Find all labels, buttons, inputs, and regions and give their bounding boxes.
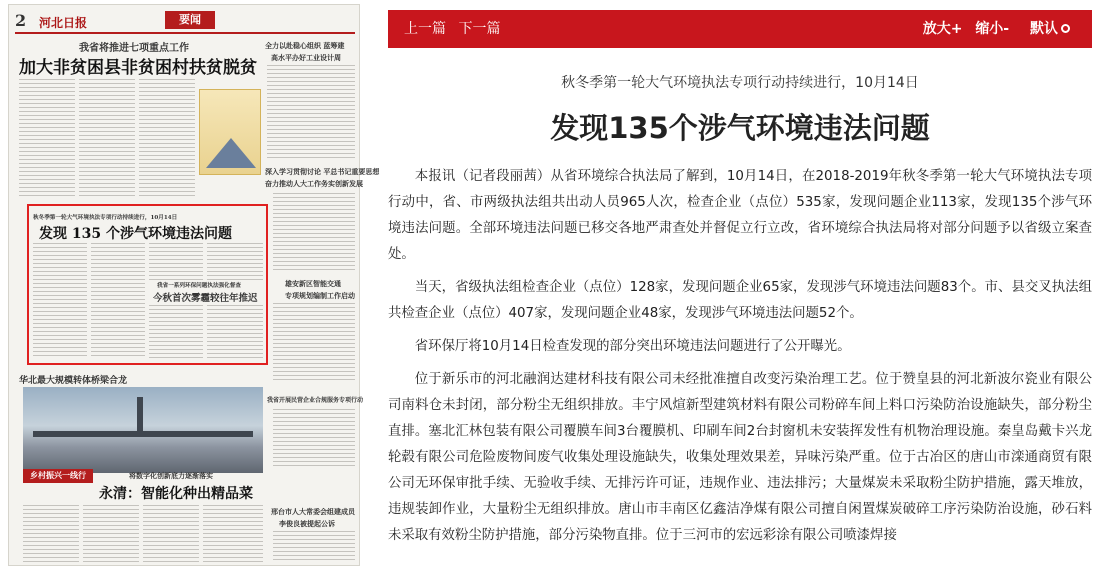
- side-headline: 专项规划编制工作启动: [285, 291, 355, 300]
- box-kicker: 秋冬季第一轮大气环境执法专项行动持续进行，10月14日: [33, 215, 178, 221]
- zoom-in-button[interactable]: 放大+: [922, 21, 963, 37]
- side-headline: 全力以赴稳心组织 蓝筹建: [265, 41, 345, 50]
- bottom-headline: 永清：智能化种出精品菜: [99, 486, 253, 502]
- lead-headline: 加大非贫困县非贫困村扶贫脱贫: [19, 58, 257, 78]
- article-paragraph: 本报讯（记者段丽茜）从省环境综合执法局了解到，10月14日，在2018-2019年秋冬季第一轮大气环境执法专项行动中，省、市两级执法组共出动人员965人次，检查企业（点位）535家，发现问题企业113家，发现135个涉气环境违法问题。全部环境违法问题已移交各地严肃查处并督促立行立改，省环境综合执法局将对部分问题予以省级立案查处。: [388, 169, 1092, 262]
- article-nav: [404, 10, 508, 48]
- text-column: [267, 65, 355, 161]
- text-column: [273, 531, 355, 563]
- lead-kicker: 我省将推进七项重点工作: [79, 43, 189, 54]
- page-number: 2: [15, 11, 27, 30]
- text-column: [273, 409, 355, 469]
- article-kicker: 秋冬季第一轮大气环境执法专项行动持续进行，10月14日: [561, 75, 919, 91]
- prev-article-link[interactable]: 上一篇: [404, 21, 446, 37]
- default-size-label: 默认: [1030, 21, 1058, 37]
- article-paragraph: 位于新乐市的河北融润达建材科技有限公司未经批准擅自改变污染治理工艺。位于赞皇县的河北新波尔瓷业有限公司南料仓未封闭，部分粉尘无组织排放。丰宁风煊新型建筑材料有限公司粉碎车间上料口污染防治设施缺失，部分粉尘直排。塞北汇林包装有限公司覆膜车间3台覆膜机、印刷车间2台封窗机未安装挥发性有机物治理设施。秦皇岛戴卡兴龙轮毂有限公司危险废物间废气收集处理设施缺失，收集处理效果差，异味污染严重。位于古冶区的唐山市滦通商贸有限公司无环保审批手续、无验收手续、无排污许可证，违规作业、违法排污；大量煤炭未采取粉尘防护措施，露天堆放，违规装卸作业，大量粉尘无组织排放。唐山市丰南区亿鑫洁净煤有限公司擅自闲置煤炭破碎工序污染防治设施，砂石料未采取有效粉尘防护措施，部分污染物直排。位于三河市的宏远彩涂有限公司喷漆焊接: [388, 372, 1092, 543]
- article-paragraph: 当天，省级执法组检查企业（点位）128家，发现问题企业65家，发现涉气环境违法问题83个。市、县交叉执法组共检查企业（点位）407家，发现问题企业48家，发现涉气环境违法问题52个。: [388, 280, 1092, 321]
- newspaper-masthead: [15, 11, 355, 31]
- text-column: [273, 193, 355, 273]
- circle-dot-icon: [1061, 24, 1070, 33]
- article-paragraph: 省环保厅将10月14日检查发现的部分突出环境违法问题进行了公开曝光。: [414, 339, 851, 354]
- text-column: [143, 505, 199, 563]
- section-label: 要闻: [165, 11, 215, 29]
- section-tab: 乡村振兴一线行: [23, 469, 93, 483]
- selected-article-highlight[interactable]: [27, 204, 268, 365]
- next-article-link[interactable]: 下一篇: [458, 21, 501, 37]
- font-size-controls: [915, 10, 1070, 48]
- default-size-button[interactable]: [1022, 21, 1070, 37]
- side-headline: 李俊良被提起公诉: [279, 519, 335, 528]
- text-column: [83, 505, 139, 563]
- text-column: [79, 79, 135, 199]
- bridge-photo: [23, 387, 263, 473]
- text-column: [19, 79, 75, 199]
- box-headline: 发现 135 个涉气环境违法问题: [39, 226, 232, 242]
- box-sub-kicker: 我省一系列环保问题执法强化督查: [157, 283, 241, 289]
- masthead-rule: [15, 32, 355, 34]
- infographic-image: [199, 89, 261, 175]
- bottom-kicker: 将数字化创新底力逐渐落实: [129, 471, 213, 480]
- article-title: 发现135个涉气环境违法问题: [550, 111, 930, 145]
- newspaper-logo: 河北日报: [39, 16, 88, 30]
- text-column: [23, 505, 79, 563]
- text-column: [273, 303, 355, 383]
- zoom-out-button[interactable]: 缩小-: [975, 21, 1010, 37]
- article-body: [388, 164, 1092, 556]
- text-column: [139, 79, 195, 199]
- text-column: [203, 505, 263, 563]
- side-headline: 奋力推动人大工作务实创新发展: [265, 179, 363, 188]
- side-headline: 高水平办好工业设计周: [271, 53, 341, 62]
- box-sub-headline: 今秋首次雾霾较往年推迟: [153, 293, 258, 304]
- side-headline: 我省开展民营企业合规服务专项行动: [267, 397, 364, 404]
- reader-toolbar: [388, 10, 1092, 48]
- side-headline: 邢台市人大常委会组建成员: [271, 507, 355, 516]
- newspaper-page-thumbnail: [8, 4, 380, 566]
- side-headline: 深入学习贯彻讨论 平总书记重要思想: [265, 167, 380, 176]
- photo-caption: 华北最大规模转体桥梁合龙: [19, 376, 128, 386]
- side-headline: 雄安新区智能交通: [285, 279, 341, 288]
